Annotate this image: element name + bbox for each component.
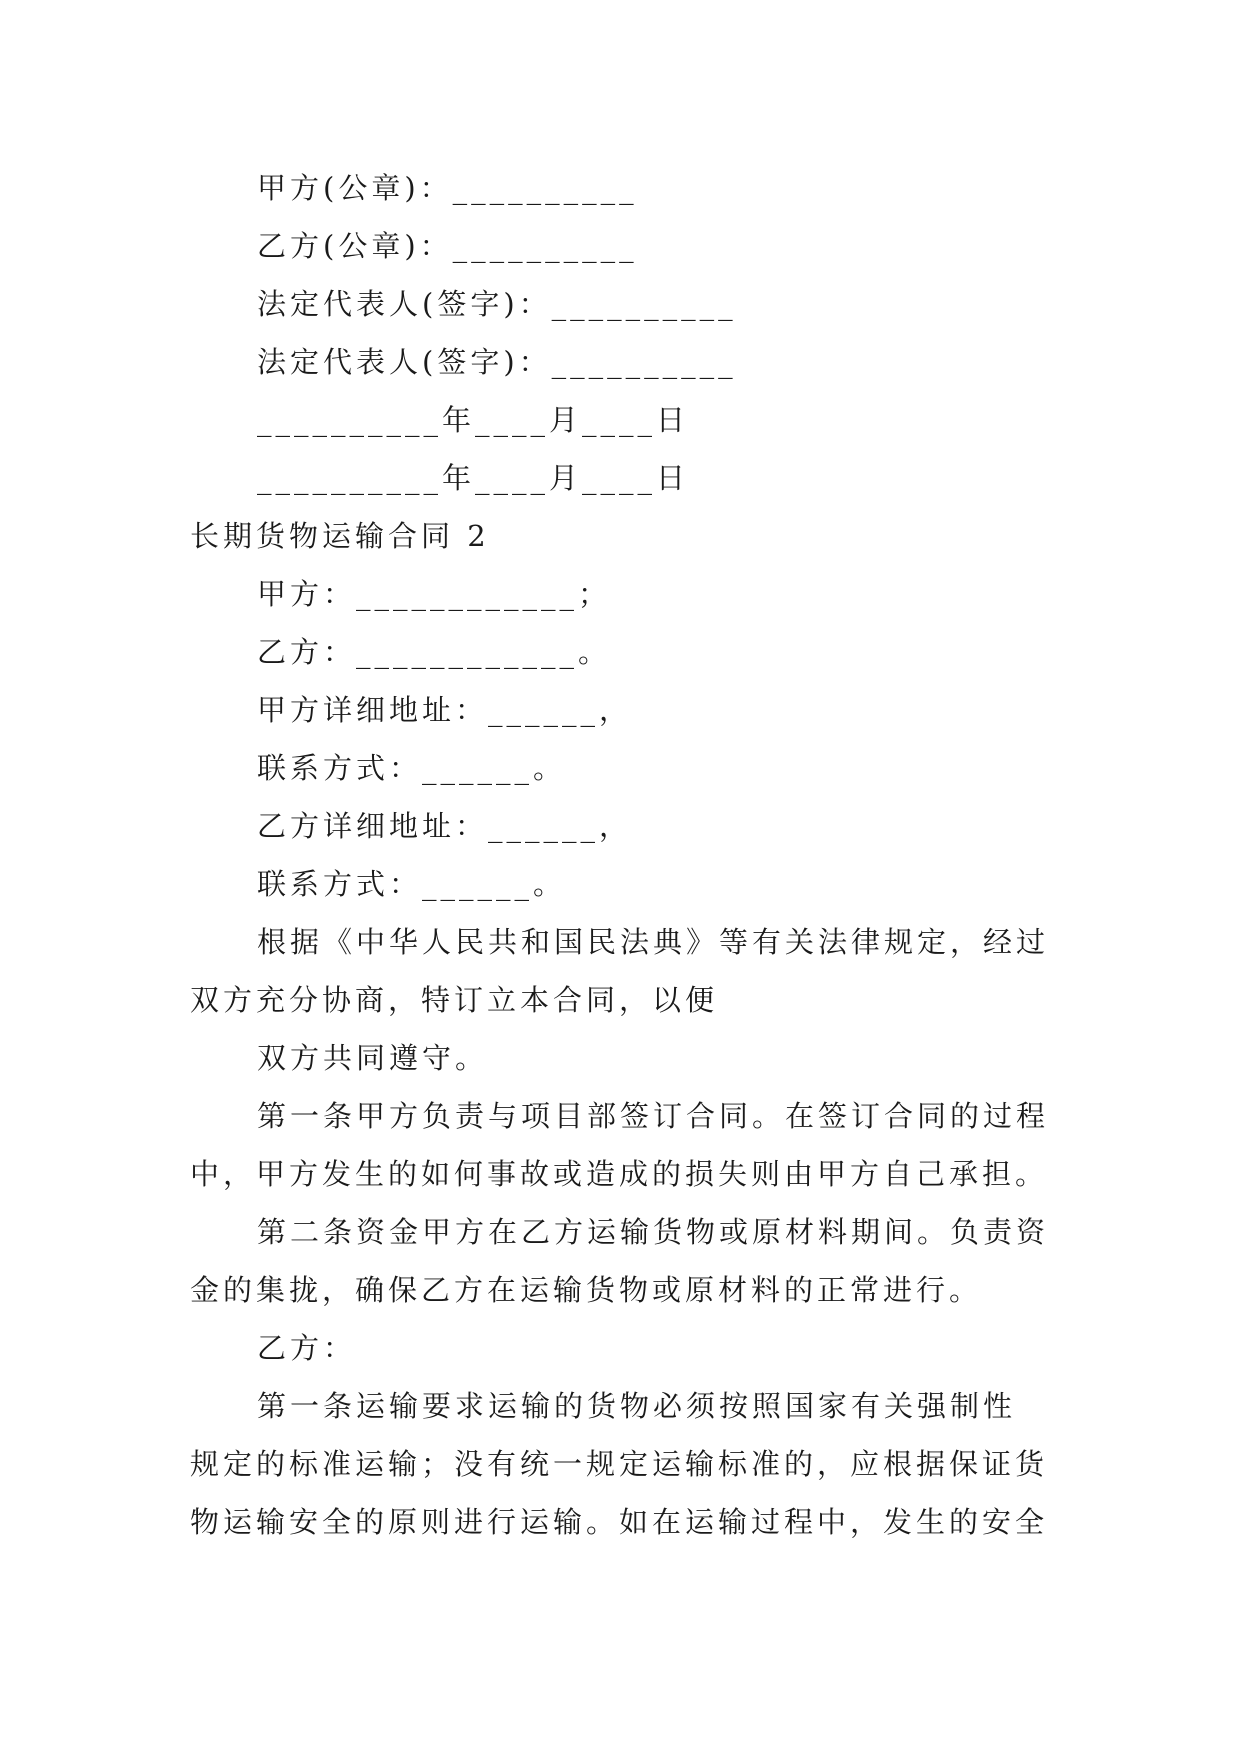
paragraph-line: 双方共同遵守。	[257, 1041, 489, 1075]
paragraph-line: 第一条甲方负责与项目部签订合同。在签订合同的过程	[257, 1099, 1050, 1133]
party-a-contact-line: 联系方式：______。	[257, 751, 567, 785]
party-b-heading: 乙方：	[257, 1331, 357, 1365]
paragraph-line: 第二条资金甲方在乙方运输货物或原材料期间。负责资	[257, 1215, 1050, 1249]
party-b-line: 乙方：____________。	[257, 635, 612, 669]
party-b-contact-line: 联系方式：______。	[257, 867, 567, 901]
party-a-address-line: 甲方详细地址：______，	[257, 693, 633, 727]
paragraph-line: 第一条运输要求运输的货物必须按照国家有关强制性	[257, 1389, 1017, 1423]
paragraph-line: 规定的标准运输；没有统一规定运输标准的，应根据保证货	[190, 1447, 1049, 1481]
paragraph-line: 中，甲方发生的如何事故或造成的损失则由甲方自己承担。	[190, 1157, 1049, 1191]
legal-rep-signature-line-a: 法定代表人(签字)：__________	[257, 287, 737, 321]
legal-rep-signature-line-b: 法定代表人(签字)：__________	[257, 345, 737, 379]
paragraph-line: 双方充分协商，特订立本合同，以便	[190, 983, 719, 1017]
party-a-line: 甲方：____________；	[257, 577, 612, 611]
contract-title: 长期货物运输合同 2	[190, 519, 490, 553]
paragraph-line: 根据《中华人民共和国民法典》等有关法律规定，经过	[257, 925, 1050, 959]
paragraph-line: 物运输安全的原则进行运输。如在运输过程中，发生的安全	[190, 1505, 1049, 1539]
date-line-b: __________年____月____日	[257, 461, 690, 495]
party-a-seal-line: 甲方(公章)：__________	[257, 171, 638, 205]
party-b-seal-line: 乙方(公章)：__________	[257, 229, 638, 263]
paragraph-line: 金的集拢，确保乙方在运输货物或原材料的正常进行。	[190, 1273, 983, 1307]
party-b-address-line: 乙方详细地址：______，	[257, 809, 633, 843]
date-line-a: __________年____月____日	[257, 403, 690, 437]
